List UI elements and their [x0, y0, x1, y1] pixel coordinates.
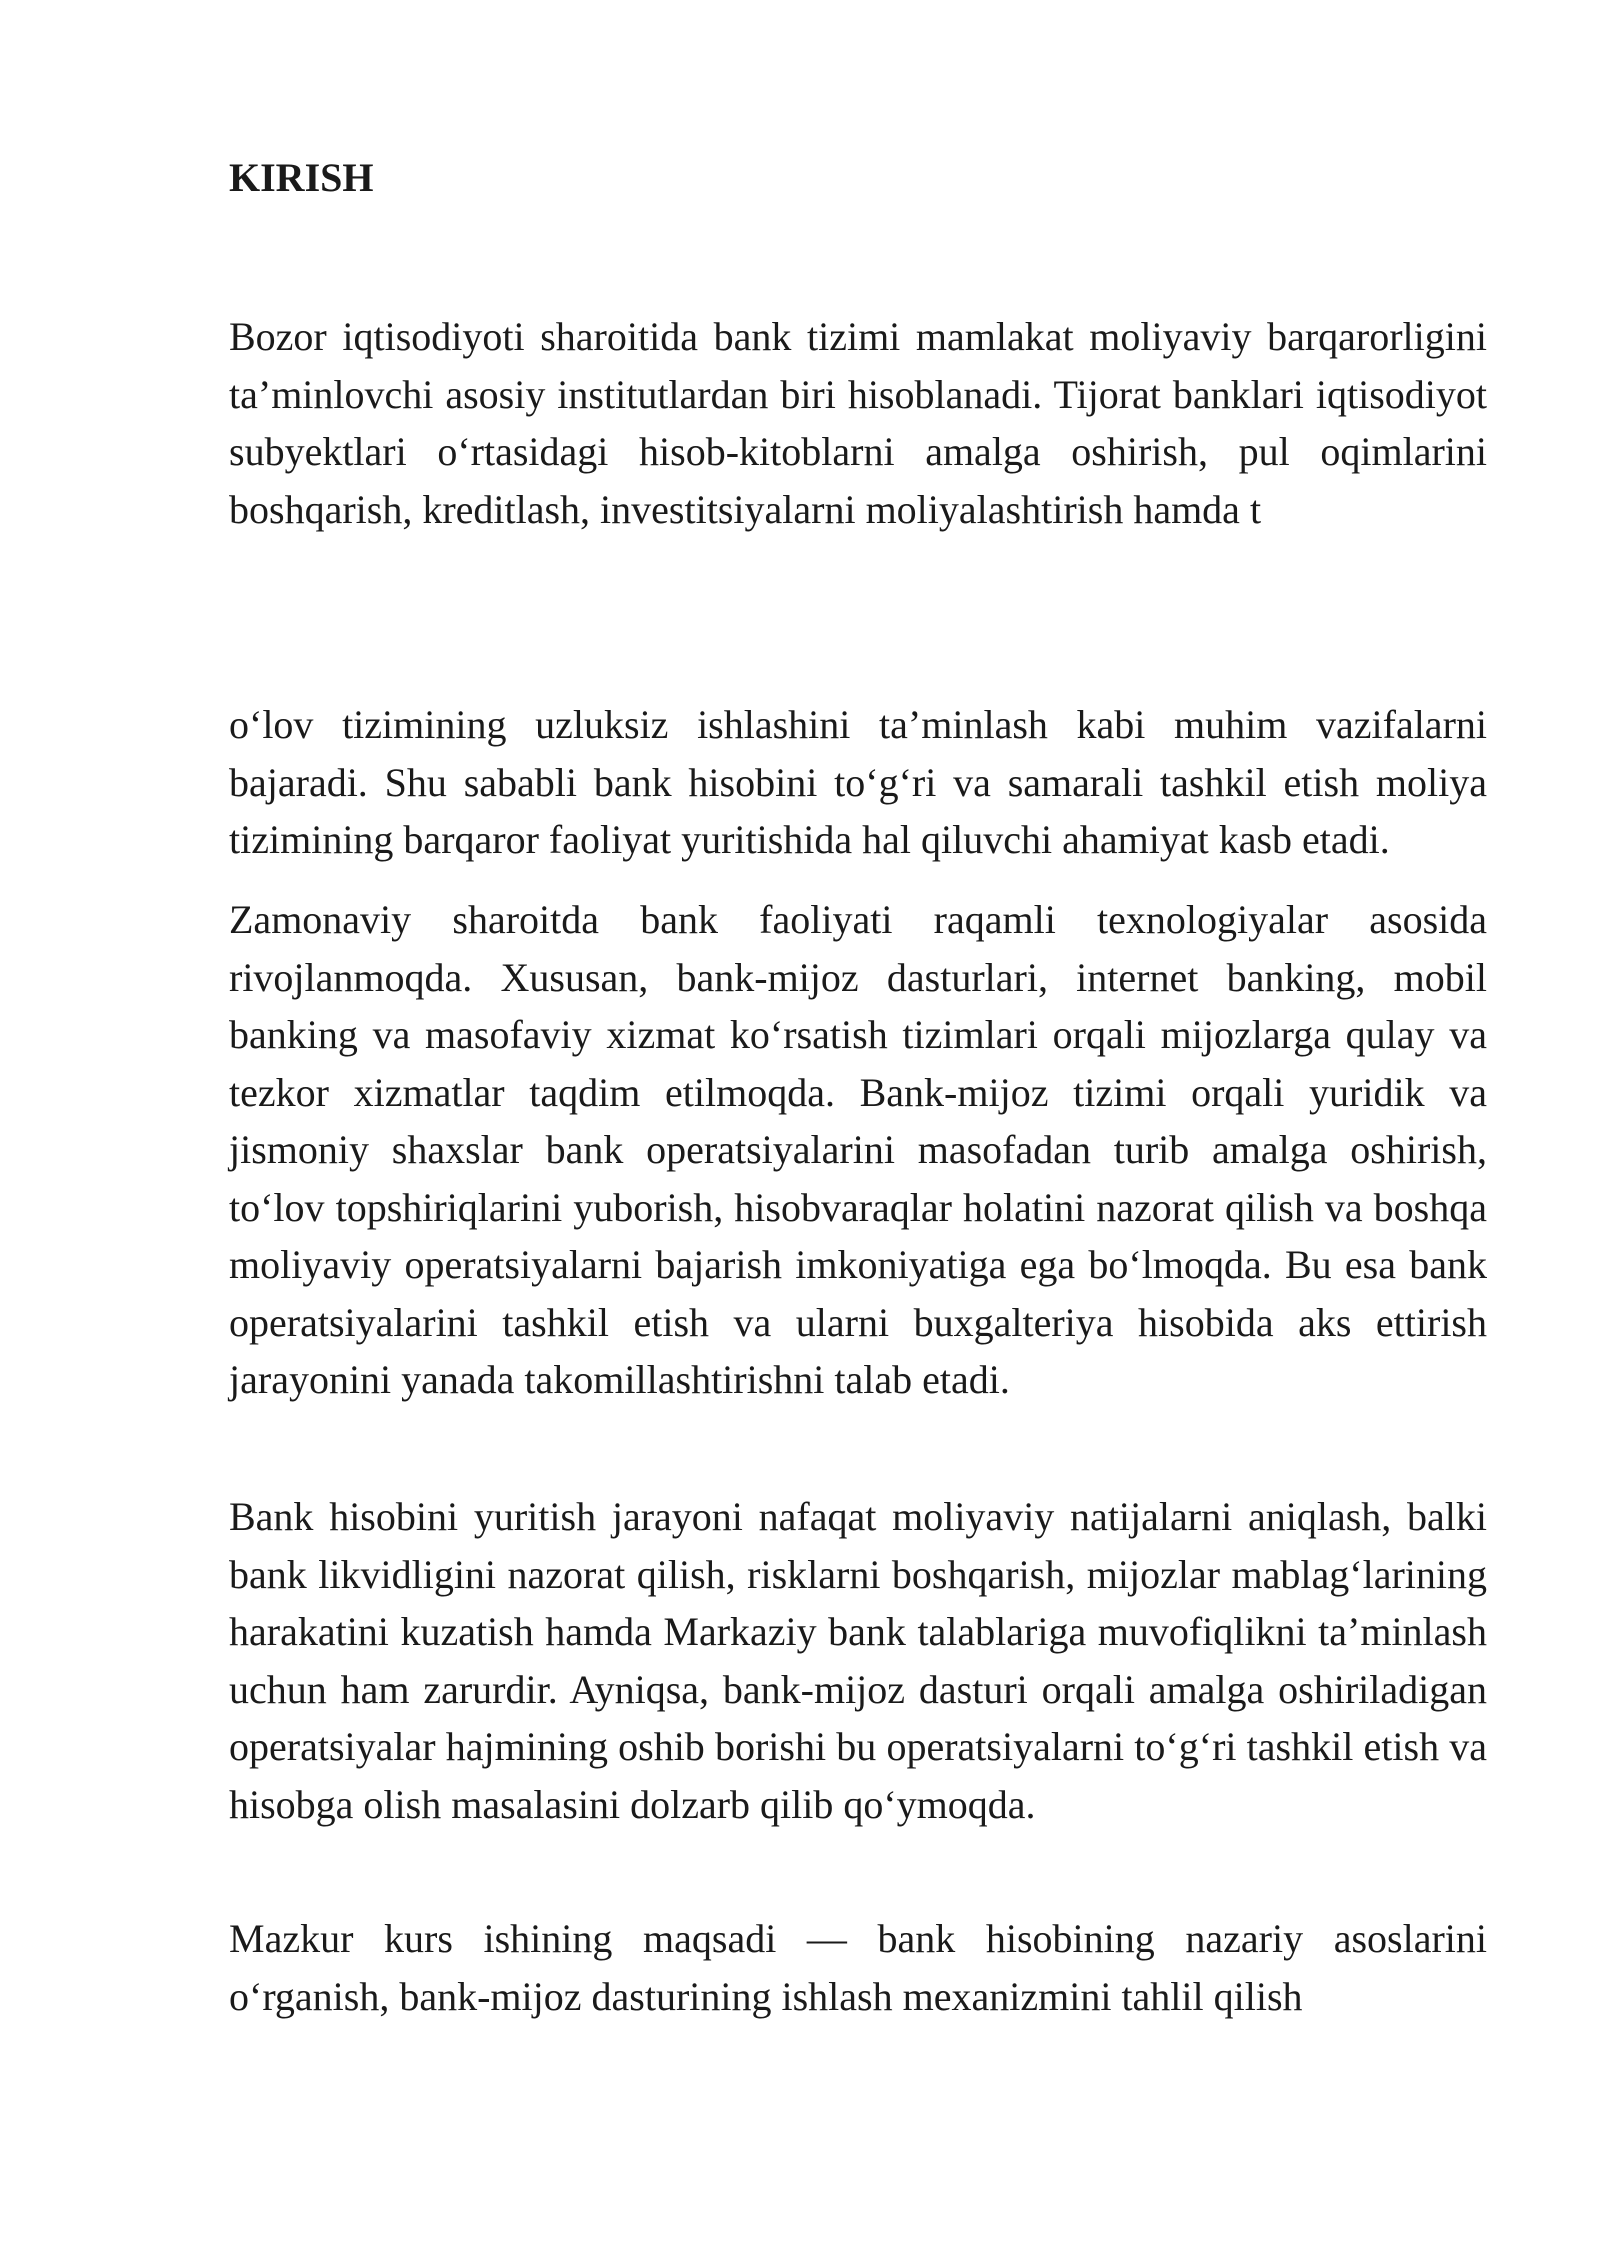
paragraph-4: Bank hisobini yuritish jarayoni nafaqat moliyaviy natijalarni aniqlash, balki bank likvidligini nazorat qilish, risklarni boshqarish, mijozlar mablag‘larining harakatini kuzatish hamda Markaziy bank talablariga muvofiqlikni ta’minlash uchun ham zarurdir. Ayniqsa, bank-mijoz dasturi orqali amalga oshiriladigan operatsiyalar hajmining oshib borishi bu operatsiyalarni to‘g‘ri tashkil etish va hisobga olish masalasini dolzarb qilib qo‘ymoqda.	[229, 1494, 1487, 1827]
paragraph-3: Zamonaviy sharoitda bank faoliyati raqamli texnologiyalar asosida rivojlanmoqda. Xususan, bank-mijoz dasturlari, internet banking, mobil banking va masofaviy xizmat ko‘rsatish tizimlari orqali mijozlarga qulay va tezkor xizmatlar taqdim etilmoqda. Bank-mijoz tizimi orqali yuridik va jismoniy shaxslar bank operatsiyalarini masofadan turib amalga oshirish, to‘lov topshiriqlarini yuborish, hisobvaraqlar holatini nazorat qilish va boshqa moliyaviy operatsiyalarni bajarish imkoniyatiga ega bo‘lmoqda. Bu esa bank operatsiyalarini tashkil etish va ularni buxgalteriya hisobida aks ettirish jarayonini yanada takomillashtirishni talab etadi.	[229, 897, 1487, 1402]
paragraph-1: Bozor iqtisodiyoti sharoitida bank tizimi mamlakat moliyaviy barqarorligini ta’minlovchi asosiy institutlardan biri hisoblanadi. Tijorat banklari iqtisodiyot subyektlari o‘rtasidagi hisob-kitoblarni amalga oshirish, pul oqimlarini boshqarish, kreditlash, investitsiyalarni moliyalashtirish hamda t	[229, 314, 1487, 532]
page-title: KIRISH	[229, 155, 374, 200]
paragraph-2: o‘lov tizimining uzluksiz ishlashini ta’minlash kabi muhim vazifalarni bajaradi. Shu sababli bank hisobini to‘g‘ri va samarali tashkil etish moliya tizimining barqaror faoliyat yuritishida hal qiluvchi ahamiyat kasb etadi.	[229, 702, 1487, 862]
paragraph-5: Mazkur kurs ishining maqsadi — bank hisobining nazariy asoslarini o‘rganish, bank-mijoz dasturining ishlash mexanizmini tahlil qilish	[229, 1916, 1487, 2019]
